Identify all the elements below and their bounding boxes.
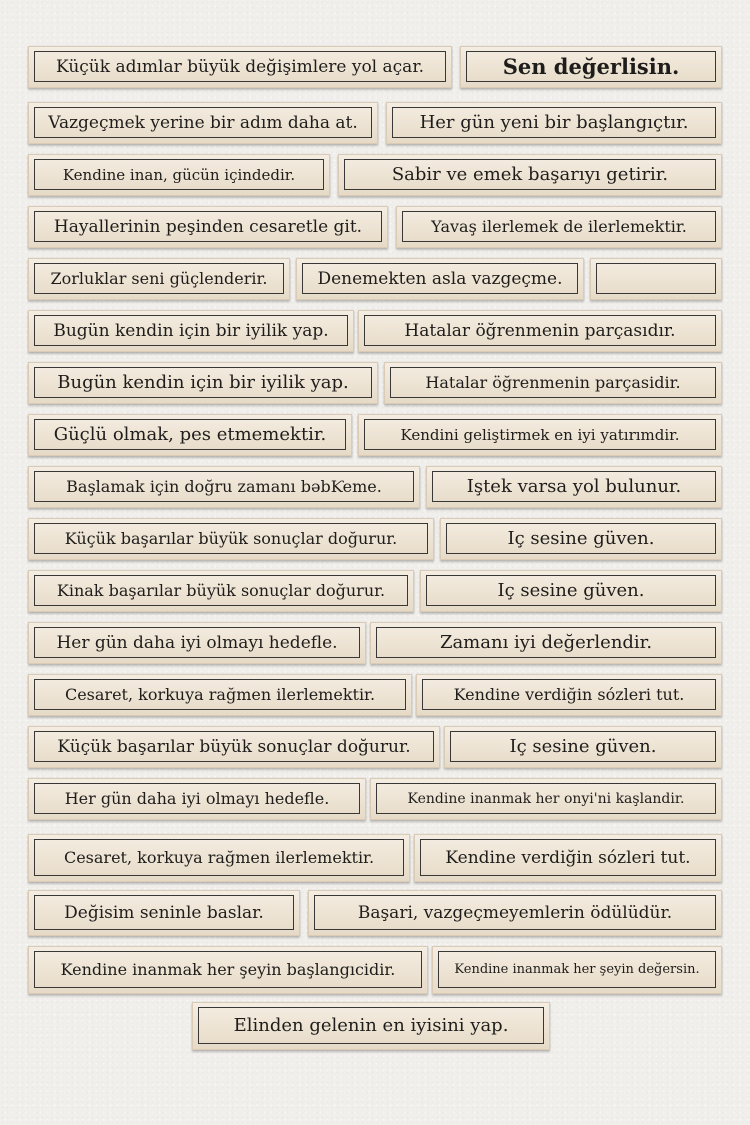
affirmation-text: Iç sesine güven. xyxy=(446,523,716,554)
affirmation-text: Kendine inanmak her şeyin değersin. xyxy=(438,951,716,988)
affirmation-text: Kendine inan, gücün içindedir. xyxy=(34,159,324,190)
affirmation-strip xyxy=(28,466,420,508)
affirmation-text: Bugün kendin için bir iyilik yap. xyxy=(34,315,348,346)
affirmation-strip xyxy=(338,154,722,196)
affirmation-strip xyxy=(28,570,414,612)
affirmation-text: Küçük adımlar büyük değişimlere yol açar. xyxy=(34,51,446,82)
affirmation-strip xyxy=(590,258,722,300)
affirmation-strip xyxy=(432,946,722,994)
affirmation-strip xyxy=(414,834,722,882)
affirmation-strip xyxy=(426,466,722,508)
affirmation-strip xyxy=(28,674,412,716)
affirmation-text: Kendini geliştirmek en iyi yatırımdir. xyxy=(364,419,716,450)
affirmation-text: Başari, vazgeçmeyemlerin ödülüdür. xyxy=(314,895,716,930)
affirmation-text: Kendine verdiğin sózleri tut. xyxy=(420,839,716,876)
affirmation-text xyxy=(596,263,716,294)
affirmation-strip xyxy=(28,46,452,88)
affirmation-text: Sen değerlisin. xyxy=(466,51,716,82)
affirmation-strip xyxy=(28,154,330,196)
affirmation-strip xyxy=(28,102,378,144)
affirmation-text: Sabir ve emek başarıyı getirir. xyxy=(344,159,716,190)
affirmation-text: Hayallerinin peşinden cesaretle git. xyxy=(34,211,382,242)
affirmation-text: Iç sesine güven. xyxy=(450,731,716,762)
affirmation-text: Hatalar öğrenmenin parçasidir. xyxy=(390,367,716,398)
affirmation-strip xyxy=(28,310,354,352)
affirmation-text: Vazgeçmek yerine bir adım daha at. xyxy=(34,107,372,138)
affirmation-text: Elinden gelenin en iyisini yap. xyxy=(198,1007,544,1044)
affirmation-strip xyxy=(28,726,440,768)
affirmation-strip xyxy=(440,518,722,560)
affirmation-text: Cesaret, korkuya rağmen ilerlemektir. xyxy=(34,839,404,876)
affirmation-strip xyxy=(28,258,290,300)
affirmation-strip xyxy=(28,622,366,664)
affirmation-strip xyxy=(28,362,378,404)
affirmation-text: Yavaş ilerlemek de ilerlemektir. xyxy=(402,211,716,242)
affirmation-text: Kendine inanmak her şeyin başlangıcidir. xyxy=(34,951,422,988)
affirmation-strip xyxy=(384,362,722,404)
affirmation-text: Zorluklar seni güçlenderir. xyxy=(34,263,284,294)
affirmation-text: Bugün kendin için bir iyilik yap. xyxy=(34,367,372,398)
affirmation-strip xyxy=(420,570,722,612)
affirmation-strip xyxy=(444,726,722,768)
affirmation-text: Her gün daha iyi olmayı hedefle. xyxy=(34,627,360,658)
affirmation-text: Iç sesine güven. xyxy=(426,575,716,606)
affirmation-text: Hatalar öğrenmenin parçasıdır. xyxy=(364,315,716,346)
affirmation-strip xyxy=(28,206,388,248)
affirmation-strip xyxy=(296,258,584,300)
affirmation-text: Küçük başarılar büyük sonuçlar doğurur. xyxy=(34,731,434,762)
affirmation-text: Her gün daha iyi olmayı hedefle. xyxy=(34,783,360,814)
affirmation-strip xyxy=(192,1002,550,1050)
affirmation-text: Kinak başarılar büyük sonuçlar doğurur. xyxy=(34,575,408,606)
affirmation-strip xyxy=(358,414,722,456)
affirmation-strip xyxy=(28,946,428,994)
affirmation-strip xyxy=(28,518,434,560)
affirmation-text: Cesaret, korkuya rağmen ilerlemektir. xyxy=(34,679,406,710)
affirmation-text: Kendine verdiğin sózleri tut. xyxy=(422,679,716,710)
affirmation-text: Küçük başarılar büyük sonuçlar doğurur. xyxy=(34,523,428,554)
affirmation-text: Iştek varsa yol bulunur. xyxy=(432,471,716,502)
affirmation-strip xyxy=(386,102,722,144)
affirmation-strip xyxy=(28,778,366,820)
affirmation-text: Zamanı iyi değerlendir. xyxy=(376,627,716,658)
affirmation-text: Her gün yeni bir başlangıçtır. xyxy=(392,107,716,138)
affirmation-strip xyxy=(370,778,722,820)
affirmation-text: Güçlü olmak, pes etmemektir. xyxy=(34,419,346,450)
affirmation-strip xyxy=(28,414,352,456)
affirmation-strip xyxy=(370,622,722,664)
affirmation-strip xyxy=(460,46,722,88)
affirmation-strip xyxy=(308,890,722,936)
affirmation-text: Denemekten asla vazgeçme. xyxy=(302,263,578,294)
affirmation-strip xyxy=(28,890,300,936)
affirmation-strip xyxy=(416,674,722,716)
affirmation-text: Değisim seninle baslar. xyxy=(34,895,294,930)
affirmation-text: Kendine inanmak her onyi'ni kaşlandir. xyxy=(376,783,716,814)
affirmation-strip xyxy=(358,310,722,352)
affirmation-text: Başlamak için doğru zamanı bəbƘeme. xyxy=(34,471,414,502)
affirmation-strip xyxy=(28,834,410,882)
affirmation-strip xyxy=(396,206,722,248)
